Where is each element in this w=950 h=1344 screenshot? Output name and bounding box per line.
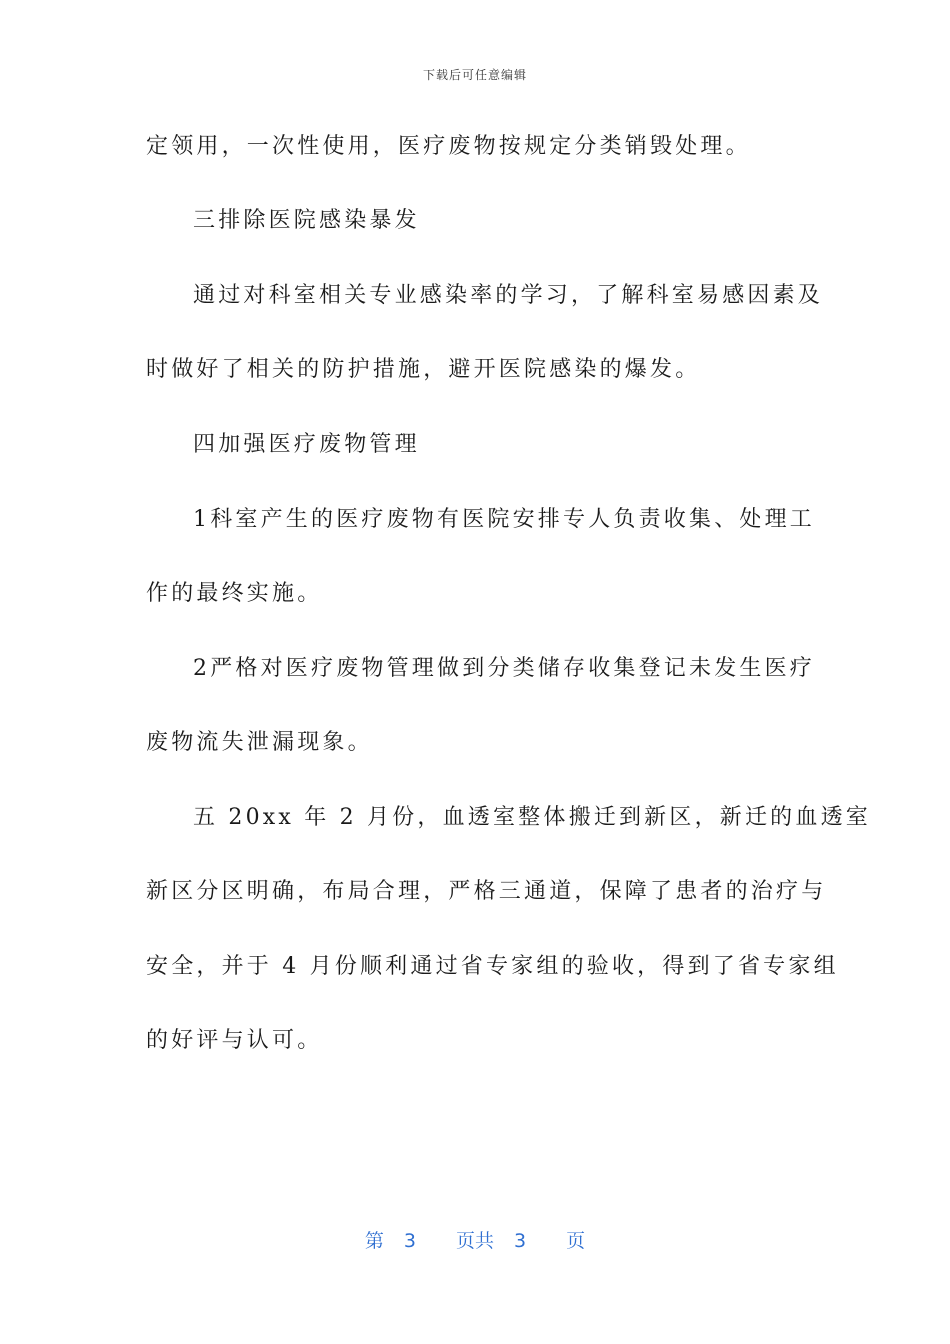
- body-line: 废物流失泄漏现象。: [146, 730, 373, 755]
- body-line: 作的最终实施。: [146, 581, 323, 606]
- section-heading: 三排除医院感染暴发: [193, 208, 420, 233]
- footer-current-page: 3: [403, 1230, 416, 1252]
- footer-page-word: 第: [364, 1230, 384, 1252]
- footer-page-suffix: 页: [566, 1230, 586, 1252]
- body-line: 通过对科室相关专业感染率的学习，了解科室易感因素及: [193, 283, 824, 308]
- body-line: 1科室产生的医疗废物有医院安排专人负责收集、处理工: [193, 507, 815, 532]
- body-line: 五 20xx 年 2 月份，血透室整体搬迁到新区，新迁的血透室: [193, 805, 871, 830]
- page-footer: [0, 1226, 950, 1253]
- body-line: 定领用，一次性使用，医疗废物按规定分类销毁处理。: [146, 134, 751, 159]
- section-heading: 四加强医疗废物管理: [193, 432, 420, 457]
- header-note: 下载后可任意编辑: [422, 68, 527, 82]
- body-line: 2严格对医疗废物管理做到分类储存收集登记未发生医疗: [193, 656, 815, 681]
- body-line: 的好评与认可。: [146, 1028, 323, 1053]
- body-line: 安全，并于 4 月份顺利通过省专家组的验收，得到了省专家组: [146, 954, 839, 979]
- body-line: 时做好了相关的防护措施，避开医院感染的爆发。: [146, 357, 701, 382]
- footer-total-pages: 3: [514, 1230, 527, 1252]
- body-line: 新区分区明确，布局合理，严格三通道，保障了患者的治疗与: [146, 879, 827, 904]
- footer-total-word: 页共: [455, 1230, 494, 1252]
